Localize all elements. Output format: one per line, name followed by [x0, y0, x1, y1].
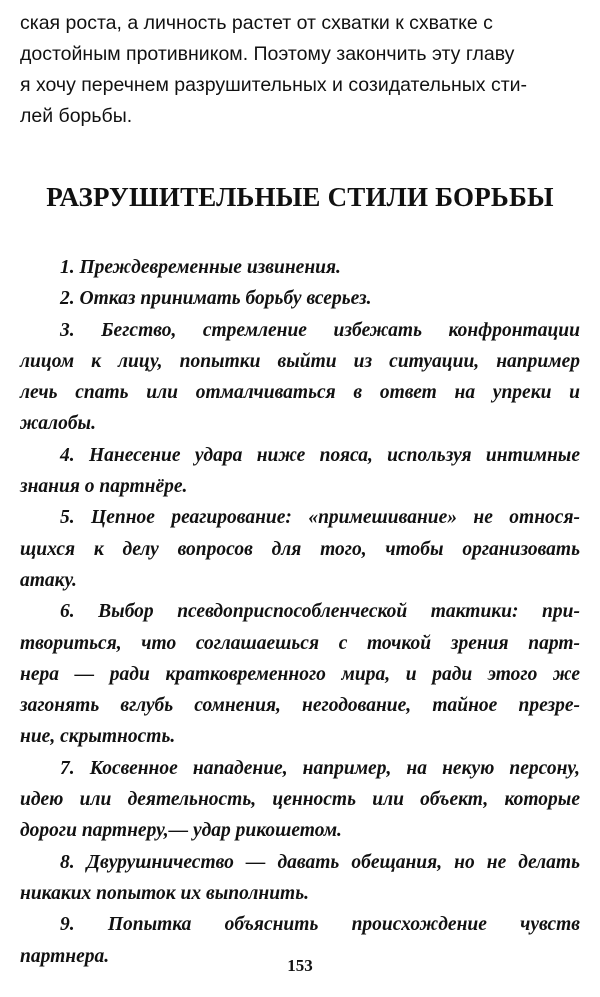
intro-line: ская роста, а личность растет от схватки к схватке с [20, 12, 493, 34]
list-item-line: 1. Преждевременные извинения. [60, 257, 341, 278]
intro-line: лей борьбы. [20, 105, 133, 127]
section-heading: РАЗРУШИТЕЛЬНЫЕ СТИЛИ БОРЬБЫ [46, 182, 554, 212]
list-item-line: дороги партнеру,— удар рикошетом. [20, 820, 342, 842]
list-item-line: щихся к делу вопросов для того, чтобы организовать [20, 538, 580, 560]
list-item-line: 6. Выбор псевдоприспособленческой тактики: при- [60, 601, 580, 623]
list-item-line: 2. Отказ принимать борьбу всерьез. [60, 288, 372, 310]
list-item-line: никаких попыток их выполнить. [20, 882, 310, 904]
list-item-line: 5. Цепное реагирование: «примешивание» не относя- [60, 507, 580, 529]
list-item-line: лицом к лицу, попытки выйти из ситуации, например [20, 350, 580, 372]
list-item-line: атаку. [20, 569, 77, 591]
intro-paragraph [20, 8, 580, 132]
page-number: 153 [287, 956, 313, 975]
list-item [20, 283, 580, 314]
list-item-line: 4. Нанесение удара ниже пояса, используя интимные [60, 444, 580, 466]
list-item [20, 252, 580, 283]
intro-line: достойным противником. Поэтому закончить эту главу [20, 43, 515, 65]
list-item-line: загонять вглубь сомнения, негодование, тайное презре- [20, 695, 580, 717]
list-item [20, 315, 580, 440]
list-item-line: идею или деятельность, ценность или объект, которые [20, 789, 580, 811]
list-item-line: 9. Попытка объяснить происхождение чувств [60, 914, 580, 936]
list-item-line: жалобы. [20, 413, 96, 435]
book-page [20, 0, 580, 997]
intro-line: я хочу перечнем разрушительных и созидательных сти- [20, 74, 528, 96]
list-item-line: 3. Бегство, стремление избежать конфронтации [60, 319, 580, 341]
list-item-line: лечь спать или отмалчиваться в ответ на упреки и [20, 382, 580, 404]
list-item [20, 847, 580, 910]
destructive-styles-list [20, 252, 580, 972]
list-item-line: партнера. [20, 945, 110, 967]
list-item [20, 596, 580, 752]
list-item [20, 440, 580, 503]
list-item [20, 753, 580, 847]
list-item-line: твориться, что соглашаешься с точкой зрения парт- [20, 632, 580, 654]
list-item-line: нера — ради кратковременного мира, и ради этого же [20, 663, 580, 685]
list-item-line: 8. Двурушничество — давать обещания, но не делать [60, 851, 580, 873]
list-item-line: знания о партнёре. [20, 476, 188, 498]
list-item-line: ние, скрытность. [20, 726, 176, 748]
list-item-line: 7. Косвенное нападение, например, на некую персону, [60, 757, 580, 779]
list-item [20, 502, 580, 596]
